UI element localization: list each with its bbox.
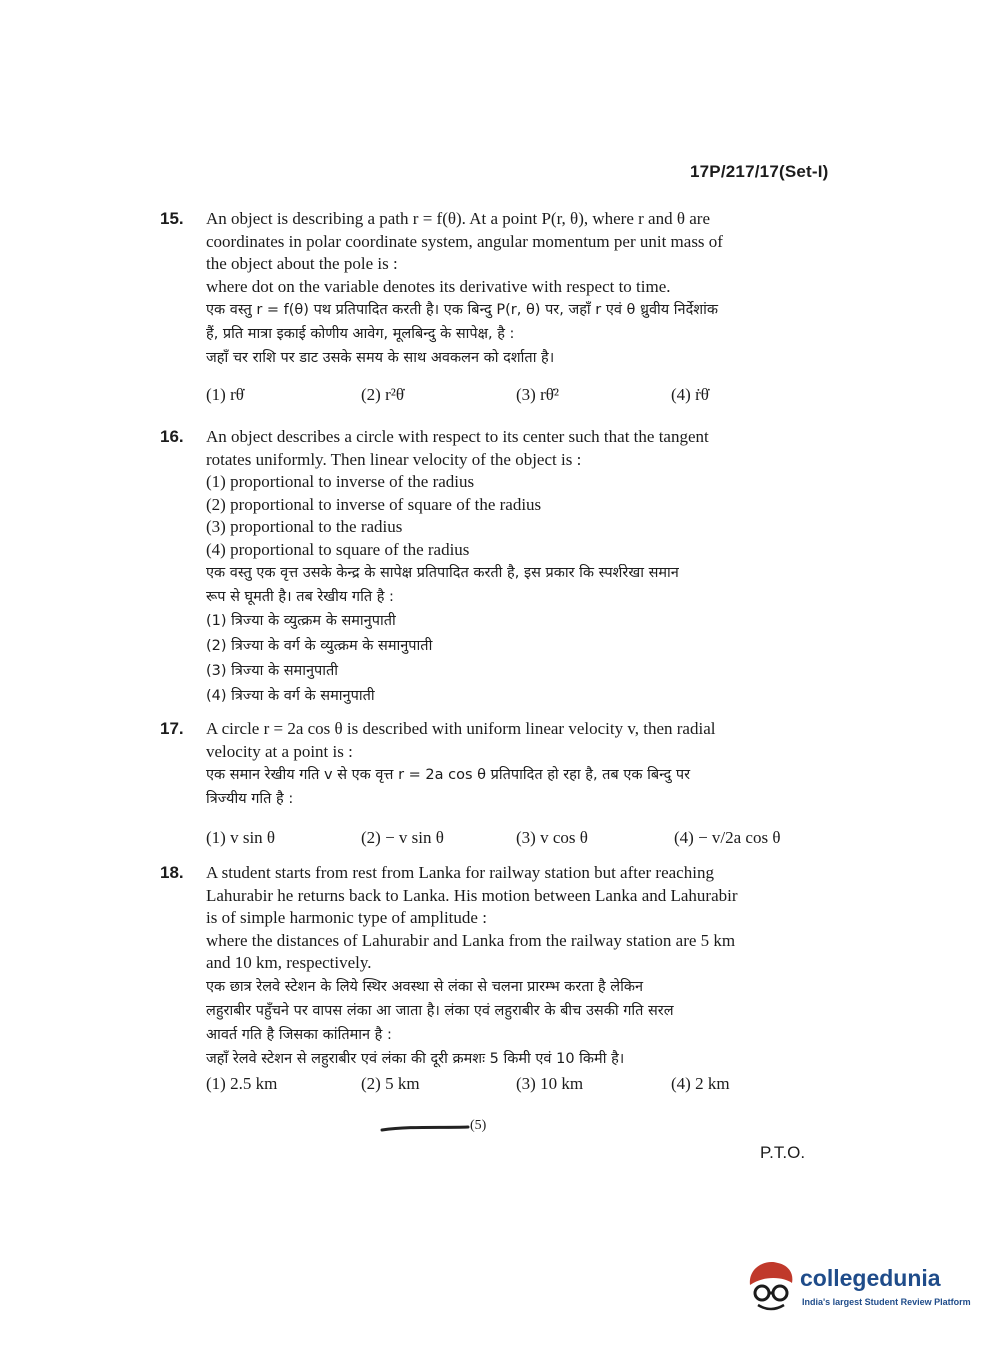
page-number-mark	[380, 1118, 500, 1138]
question-text-en: the object about the pole is :	[206, 254, 398, 273]
question-number: 16.	[160, 427, 184, 446]
option-2: (2) − v sin θ	[361, 828, 444, 847]
logo-name: collegedunia	[800, 1265, 941, 1291]
option-4: (4) proportional to square of the radius	[206, 539, 470, 559]
pto-label: P.T.O.	[760, 1143, 806, 1162]
question-text-en: rotates uniformly. Then linear velocity of the object is :	[206, 449, 582, 469]
option-3: (3) v cos θ	[516, 828, 588, 847]
option-4: (4) 2 km	[671, 1073, 730, 1093]
paper-code: 17P/217/17(Set-I)	[690, 162, 829, 181]
question-text-hi: जहाँ रेलवे स्टेशन से लहुराबीर एवं लंका की दूरी क्रमशः 5 किमी एवं 10 किमी है।	[206, 1050, 625, 1067]
question-text-hi: आवर्त गति है जिसका कांतिमान है :	[206, 1026, 392, 1043]
option-3: (3) 10 km	[516, 1073, 584, 1093]
question-text-en: coordinates in polar coordinate system, angular momentum per unit mass of	[206, 231, 723, 251]
option-1: (1) v sin θ	[206, 828, 276, 847]
question-16	[160, 426, 825, 709]
option-4: (4) ṙθ̇	[671, 385, 709, 404]
option-1: (1) त्रिज्या के व्युत्क्रम के समानुपाती	[206, 613, 396, 629]
question-15	[160, 208, 825, 407]
question-number: 17.	[160, 719, 184, 738]
question-text-en: An object describes a circle with respect to its center such that the tangent	[206, 427, 709, 446]
option-4: (4) त्रिज्या के वर्ग के समानुपाती	[206, 688, 375, 704]
question-text-en: is of simple harmonic type of amplitude :	[206, 908, 487, 927]
question-text-hi: जहाँ चर राशि पर डाट उसके समय के साथ अवकलन को दर्शाता है।	[206, 350, 555, 366]
question-text-hi: हैं, प्रति मात्रा इकाई कोणीय आवेग, मूलबिन्दु के सापेक्ष, है :	[206, 326, 515, 342]
option-2: (2) त्रिज्या के वर्ग के व्युत्क्रम के समानुपाती	[206, 638, 433, 654]
question-text-en: A circle r = 2a cos θ is described with uniform linear velocity v, then radial	[206, 719, 716, 738]
question-text-en: velocity at a point is :	[206, 741, 353, 761]
question-text-en: where the distances of Lahurabir and Lanka from the railway station are 5 km	[206, 930, 736, 950]
question-text-en: and 10 km, respectively.	[206, 953, 372, 972]
option-1: (1) rθ̇	[206, 385, 244, 404]
question-text-en: where dot on the variable denotes its derivative with respect to time.	[206, 276, 671, 296]
options-row	[206, 1073, 825, 1096]
question-text-hi: एक छात्र रेलवे स्टेशन के लिये स्थिर अवस्था से लंका से चलना प्रारम्भ करता है लेकिन	[206, 978, 644, 995]
question-text-hi: एक वस्तु r = f(θ) पथ प्रतिपादित करती है। एक बिन्दु P(r, θ) पर, जहाँ r एवं θ ध्रुवीय निर्देशांक	[206, 302, 719, 318]
options-row	[206, 384, 825, 407]
collegedunia-logo	[744, 1257, 974, 1317]
options-hi	[206, 609, 825, 709]
option-3: (3) rθ̇²	[516, 385, 559, 404]
options-en	[206, 471, 825, 561]
option-2: (2) r²θ̇	[361, 385, 404, 404]
question-text-en: Lahurabir he returns back to Lanka. His motion between Lanka and Lahurabir	[206, 885, 738, 905]
option-2: (2) proportional to inverse of square of the radius	[206, 494, 542, 514]
question-text-hi: त्रिज्यीय गति है :	[206, 791, 294, 807]
logo-tagline: India's largest Student Review Platform	[802, 1297, 971, 1307]
option-1: (1) 2.5 km	[206, 1073, 278, 1093]
question-18	[160, 862, 825, 1095]
option-3: (3) त्रिज्या के समानुपाती	[206, 663, 339, 679]
question-number: 18.	[160, 863, 184, 882]
question-text-en: A student starts from rest from Lanka for railway station but after reaching	[206, 863, 714, 882]
question-text-hi: रूप से घूमती है। तब रेखीय गति है :	[206, 589, 394, 605]
question-17	[160, 718, 825, 850]
options-row	[206, 827, 825, 850]
option-2: (2) 5 km	[361, 1073, 420, 1093]
option-3: (3) proportional to the radius	[206, 517, 403, 536]
mascot-icon	[744, 1257, 798, 1313]
option-1: (1) proportional to inverse of the radius	[206, 472, 475, 491]
page-number: (5)	[470, 1118, 487, 1133]
option-4: (4) − v/2a cos θ	[674, 828, 781, 847]
question-text-hi: लहुराबीर पहुँचने पर वापस लंका आ जाता है। लंका एवं लहुराबीर के बीच उसकी गति सरल	[206, 1002, 674, 1019]
question-text-hi: एक समान रेखीय गति v से एक वृत्त r = 2a cos θ प्रतिपादित हो रहा है, तब एक बिन्दु पर	[206, 767, 691, 783]
question-text-hi: एक वस्तु एक वृत्त उसके केन्द्र के सापेक्ष प्रतिपादित करती है, इस प्रकार कि स्पर्शरेखा समान	[206, 565, 679, 581]
question-text-en: An object is describing a path r = f(θ). At a point P(r, θ), where r and θ are	[206, 209, 710, 228]
question-number: 15.	[160, 209, 184, 228]
